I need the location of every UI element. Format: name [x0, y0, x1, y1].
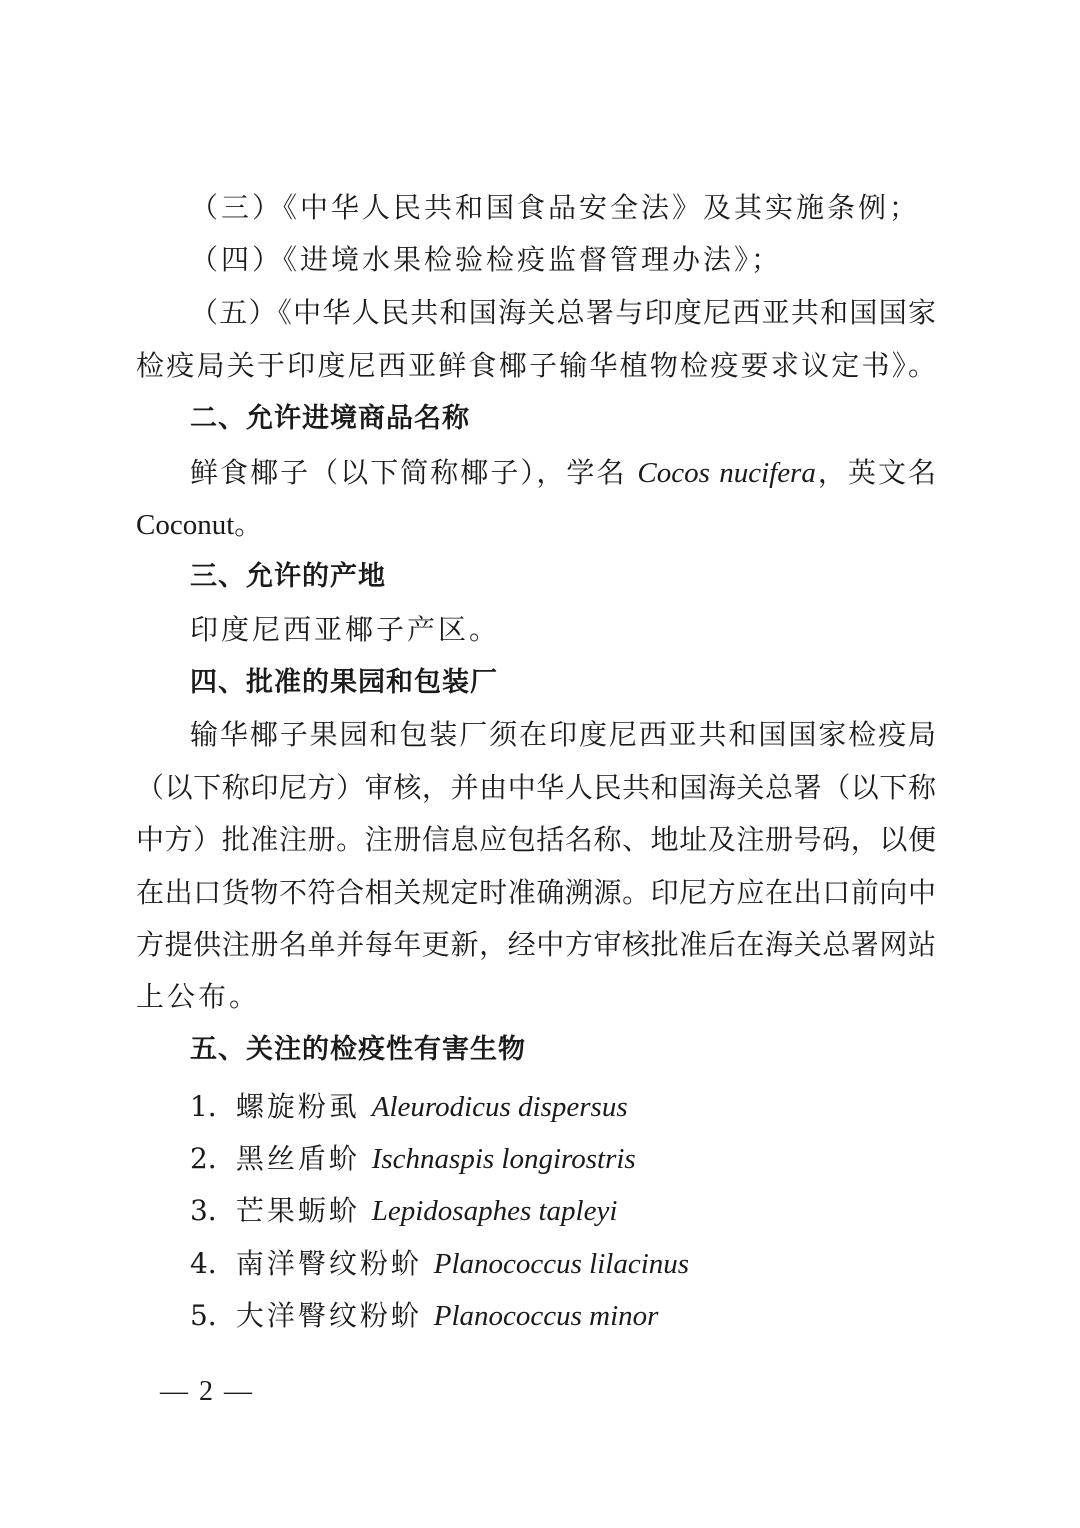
pest-latin-name: Ischnaspis longirostris	[371, 1143, 636, 1175]
law-item-3: （三）《中华人民共和国食品安全法》及其实施条例；	[190, 191, 921, 224]
pest-number: 5．	[190, 1299, 236, 1332]
pest-number: 2．	[190, 1142, 236, 1175]
pest-item-4	[190, 1244, 689, 1284]
section-heading-2: 二、允许进境商品名称	[190, 403, 470, 434]
pest-latin-name: Aleurodicus dispersus	[371, 1091, 628, 1123]
pest-chinese-name: 黑丝盾蚧	[235, 1142, 372, 1175]
pest-chinese-name: 大洋臀纹粉蚧	[235, 1299, 434, 1332]
section4-line-2: （以下称印尼方）审核，并由中华人民共和国海关总署（以下称	[136, 771, 936, 804]
pest-item-2	[190, 1139, 636, 1179]
section-heading-3: 三、允许的产地	[190, 561, 386, 592]
pest-chinese-name: 芒果蛎蚧	[235, 1194, 372, 1227]
section2-text-after: ，英文名	[815, 456, 936, 489]
section-heading-4: 四、批准的果园和包装厂	[190, 667, 498, 698]
section4-line-6: 上公布。	[136, 980, 261, 1013]
pest-item-3	[190, 1191, 617, 1231]
section4-line-1: 输华椰子果园和包装厂须在印度尼西亚共和国国家检疫局	[190, 718, 936, 751]
pest-latin-name: Planococcus lilacinus	[433, 1248, 690, 1280]
law-item-5-line2: 检疫局关于印度尼西亚鲜食椰子输华植物检疫要求议定书》。	[136, 349, 936, 382]
section4-line-3: 中方）批准注册。注册信息应包括名称、地址及注册号码，以便	[136, 823, 936, 856]
pest-number: 3．	[190, 1194, 236, 1227]
section2-end-punct: 。	[234, 508, 263, 541]
page-number: — 2 —	[160, 1376, 254, 1407]
pest-number: 4．	[190, 1247, 236, 1280]
pest-chinese-name: 螺旋粉虱	[235, 1090, 372, 1123]
pest-latin-name: Lepidosaphes tapleyi	[371, 1195, 618, 1227]
section3-paragraph: 印度尼西亚椰子产区。	[190, 613, 501, 646]
section4-line-4: 在出口货物不符合相关规定时准确溯源。印尼方应在出口前向中	[136, 876, 936, 909]
section2-text-before: 鲜食椰子（以下简称椰子），学名	[190, 456, 638, 489]
pest-item-5	[190, 1296, 658, 1336]
pest-number: 1．	[190, 1090, 236, 1123]
english-name: Coconut	[136, 509, 235, 541]
pest-item-1	[190, 1087, 628, 1127]
law-item-5-line1: （五）《中华人民共和国海关总署与印度尼西亚共和国国家	[190, 296, 936, 329]
section2-paragraph-line2	[136, 505, 262, 545]
scientific-name: Cocos nucifera	[637, 457, 816, 489]
pest-latin-name: Planococcus minor	[433, 1300, 659, 1332]
section-heading-5: 五、关注的检疫性有害生物	[190, 1034, 526, 1065]
law-item-4: （四）《进境水果检验检疫监督管理办法》；	[190, 243, 783, 276]
section2-paragraph-line1	[190, 453, 936, 493]
section4-line-5: 方提供注册名单并每年更新，经中方审核批准后在海关总署网站	[136, 928, 936, 961]
pest-chinese-name: 南洋臀纹粉蚧	[235, 1247, 434, 1280]
